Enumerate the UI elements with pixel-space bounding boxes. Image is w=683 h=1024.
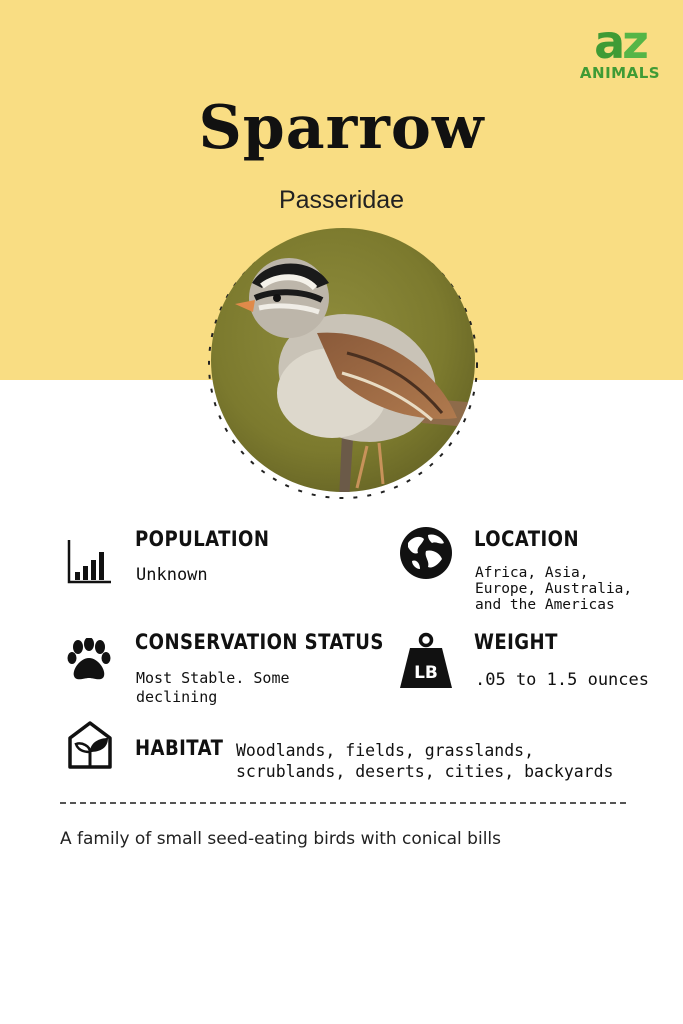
- habitat-value: Woodlands, fields, grasslands, scrublands, deserts, cities, backyards: [236, 741, 614, 781]
- conservation-label: CONSERVATION STATUS: [135, 630, 384, 654]
- dashed-divider: [60, 802, 626, 804]
- az-animals-logo[interactable]: [574, 15, 666, 82]
- population-value: Unknown: [136, 565, 208, 585]
- location-label: LOCATION: [474, 527, 580, 551]
- logo-mark: az: [594, 15, 646, 69]
- sparrow-photo: [207, 228, 479, 500]
- page-title: Sparrow: [198, 93, 485, 163]
- globe-icon: [398, 525, 454, 585]
- location-value: Africa, Asia, Europe, Australia, and the Americas: [475, 565, 633, 613]
- description: A family of small seed-eating birds with conical bills: [60, 829, 501, 849]
- habitat-label: HABITAT: [135, 736, 224, 760]
- house-plant-icon: [66, 720, 122, 774]
- weight-lb-icon: [398, 632, 454, 696]
- conservation-value: Most Stable. Some declining: [136, 669, 290, 706]
- paw-print-icon: [66, 638, 112, 688]
- weight-label: WEIGHT: [474, 630, 558, 654]
- population-bars-icon: [66, 538, 112, 588]
- population-label: POPULATION: [135, 527, 270, 551]
- logo-text: ANIMALS: [579, 64, 661, 82]
- weight-icon-text: LB: [414, 663, 438, 683]
- page-subtitle: Passeridae: [278, 186, 405, 214]
- weight-value: .05 to 1.5 ounces: [475, 670, 649, 690]
